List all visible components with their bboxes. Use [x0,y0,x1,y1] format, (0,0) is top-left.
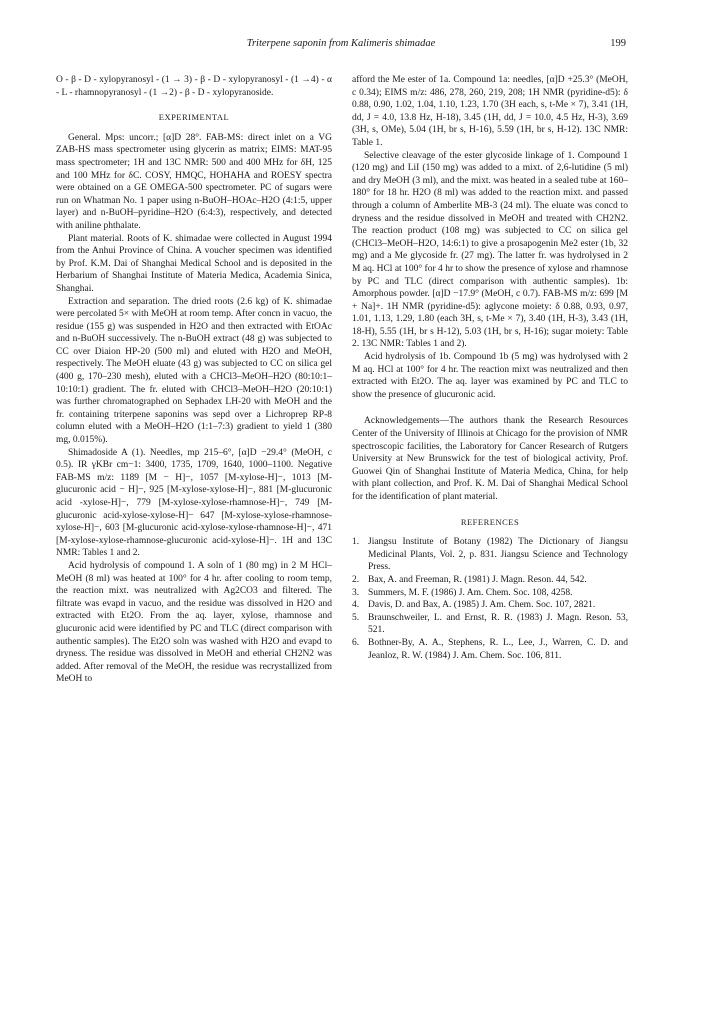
reference-item [352,536,628,574]
paragraph-plant-material: Plant material. Roots of K. shimadae were collected in August 1994 from the Anhui Province of China. A voucher specimen was identified by Prof. K.M. Dai of Shanghai Medical School and is deposited in the Herbarium of Shanghai Institute of Materia Medica, Academia Sinica, Shanghai. [56,233,332,294]
title-continuation: O - β - D - xylopyranosyl - (1 → 3) - β - D - xylopyranosyl - (1 →4) - α - L - rhamnopyranosyl - (1 →2) - β - D - xylopyranoside. [56,75,332,98]
reference-item [352,574,628,587]
reference-text: Braunschweiler, L. and Ernst, R. R. (1983) J. Magn. Reson. 53, 521. [368,612,628,636]
reference-number: 3. [352,587,360,598]
spacer [352,401,628,415]
reference-number: 5. [352,612,360,623]
section-heading-references: REFERENCES [460,516,520,527]
reference-list [352,536,628,662]
reference-item [352,599,628,612]
reference-number: 4. [352,600,360,611]
running-header [56,38,626,54]
paragraph-continuation: afford the Me ester of 1a. Compound 1a: needles, [α]D +25.3° (MeOH, c 0.34); EIMS m/z: 486, 278, 260, 219, 208; 1H NMR (pyridine-d5): δ 0.88, 0.90, 1.02, 1.04, 1.10, 1.23, 1.70 (3H each, s, t-Me × 7), 3.41 (1H, dd, J = 4.0, 13.8 Hz, H-18), 3.45 (1H, dd, J = 10.0, 4.5 Hz, H-3), 3.69 (3H, s, OMe), 5.04 (1H, br s, H-16), 5.59 (1H, br s, H-12). 13C NMR: Table 1. [352,75,628,148]
reference-number: 2. [352,574,360,585]
page-number: 199 [610,38,626,49]
left-column [56,74,332,686]
reference-text: Bax, A. and Freeman, R. (1981) J. Magn. Reson. 44, 542. [368,574,587,585]
paragraph-acid-hydrolysis-1b: Acid hydrolysis of 1b. Compound 1b (5 mg) was hydrolysed with 2 M aq. HCl at 100° for 4 hr. The reaction mixt was neutralized and then extracted with Et2O. The aq. layer was examined by PC and TLC to show the presence of glucuronic acid. [352,352,628,400]
section-heading-experimental: EXPERIMENTAL [158,112,230,123]
reference-text: Bothner-By, A. A., Stephens, R. L., Lee, J., Warren, C. D. and Jeanloz, R. W. (1984) J. Am. Chem. Soc. 106, 811. [368,637,628,661]
reference-item [352,612,628,637]
paragraph-general: General. Mps: uncorr.; [α]D 28°. FAB-MS: direct inlet on a VG ZAB-HS mass spectrometer using glycerin as matrix; EIMS: MAT-95 mass spectrometer; 1H and 13C NMR: 500 and 400 MHz for δH, 125 and 100 MHz for δC. COSY, HMQC, HOHAHA and ROESY spectra were obtained on a GE OMEGA-500 spectrometer. PC of sugars were run on Whatman No. 1 paper using n-BuOH–HOAc–H2O (4:1:5, upper layer) and n-BuOH–pyridine–H2O (6:4:3), respectively, and detected with aniline phthalate. [56,132,332,231]
paragraph-extraction: Extraction and separation. The dried roots (2.6 kg) of K. shimadae were percolated 5× with MeOH at room temp. After concn in vacuo, the residue (155 g) was suspended in H2O and then extracted with EtOAc and n-BuOH successively. The n-BuOH extract (48 g) was subjected to CC over Diaion HP-20 (500 ml) and eluted with H2O and MeOH, respectively. The MeOH eluate (43 g) was subjected to CC on silica gel (400 g, 170–230 mesh), eluted with a CHCl3–MeOH–H2O (80:10:1–10:10:1) gradient. The fr. eluted with CHCl3–MeOH–H2O (20:10:1) was further chromatographed on Sephadex LH-20 with MeOH and the fr. containing triterpene saponins was sepd over a Lichroprep RP-8 column eluted with a MeOH–H2O (1:1–7:3) gradient to yield 1 (380 mg, 0.015%). [56,296,332,446]
reference-item [352,587,628,600]
reference-text: Davis, D. and Bax, A. (1985) J. Am. Chem. Soc. 107, 2821. [368,600,596,611]
right-column [352,74,628,662]
reference-text: Jiangsu Institute of Botany (1982) The Dictionary of Jiangsu Medicinal Plants, Vol. 2, p. 831. Jiangsu Science and Technology Press. [368,537,628,573]
reference-number: 1. [352,537,360,548]
paragraph-shimadoside-a: Shimadoside A (1). Needles, mp 215–6°, [α]D −29.4° (MeOH, c 0.5). IR γKBr cm−1: 3400, 1735, 1709, 1640, 1000–1100. Negative FAB-MS m/z: 1189 [M − H]−, 1057 [M-xylose-H]−, 1013 [M-glucuronic acid − H]−, 925 [M-xylose-xylose-H]−, 881 [M-glucuronic acid -xylose-H]−, 779 [M-xylose-xylose-rhamnose-H]−, 749 [M-glucuronic acid-xylose-xylose-H]− 647 [M-xylose-xylose-rhamnose-xylose-H]−, 603 [M-glucuronic acid-xylose-xylose-rhamnose-H]−, 471 [M-xylose-xylose-rhamnose-glucuronic acid-xylose-H]−. 1H and 13C NMR: Tables 1 and 2. [56,447,332,559]
reference-number: 6. [352,637,360,648]
paragraph-acid-hydrolysis-1: Acid hydrolysis of compound 1. A soln of 1 (80 mg) in 2 M HCl–MeOH (8 ml) was heated at 100° for 4 hr. after cooling to room temp, the reaction mixt. was neutralized with Ag2CO3 and filtered. The filtrate was evapd in vacuo, and the residue was dissolved in H2O and extracted with Et2O. From the aq. layer, xylose, rhamnose and glucuronic acid were identified by PC and TLC (direct comparison with authentic samples). The Et2O soln was washed with H2O and evapd to dryness. The residue was dissolved in MeOH and etherial CH2N2 was added. After removal of the MeOH, the residue was recrystallized from MeOH to [56,560,332,685]
reference-text: Summers, M. F. (1986) J. Am. Chem. Soc. 108, 4258. [368,587,573,598]
paragraph-selective-cleavage: Selective cleavage of the ester glycoside linkage of 1. Compound 1 (120 mg) and LiI (150 mg) was added to a mixt. of 2,6-lutidine (5 ml) and dry MeOH (3 ml), and the mixt. was heated in a sealed tube at 160–180° for 18 hr. H2O (8 ml) was added to the reaction mixt. and passed through a column of Amberlite MB-3 (24 ml). The eluate was concd to dryness and the residue dissolved in MeOH and treated with CH2N2. The reaction product (108 mg) was subjected to CC on silica gel (CHCl3–MeOH–H2O, 14:6:1) to give a prosapogenin Me2 ester (1b, 32 mg) and a Me glycoside fr. (27 mg). The latter fr. was hydrolysed in 2 M aq. HCl at 100° for 4 hr to show the presence of xylose and rhamnose by PC and TLC (direct comparison with authentic samples). 1b: Amorphous powder. [α]D −17.9° (MeOH, c 0.7). FAB-MS m/z: 699 [M + Na]+. 1H NMR (pyridine-d5): aglycone moiety: δ 0.88, 0.93, 0.97, 1.01, 1.13, 1.29, 1.80 (each 3H, s, t-Me × 7), 3.40 (1H, H-3), 3.43 (1H, 18-H), 5.55 (1H, br s H-12), 5.03 (1H, br s, H-16); sugar moiety: Table 2. 13C NMR: Tables 1 and 2). [352,150,628,350]
running-title: Triterpene saponin from Kalimeris shimadae [246,38,436,49]
paragraph-acknowledgements: Acknowledgements—The authors thank the Research Resources Center of the University of Illinois at Chicago for the provision of NMR spectroscopic facilities, the Laboratory for Cancer Research of Rutgers University at New Brunswick for the test of biological activity, Prof. Guowei Qin of Shanghai Institute of Materia Medica, China, for help with plant collection, and Prof. K. M. Dai of Shanghai Medical School for the identification of plant material. [352,416,628,502]
reference-item [352,637,628,662]
